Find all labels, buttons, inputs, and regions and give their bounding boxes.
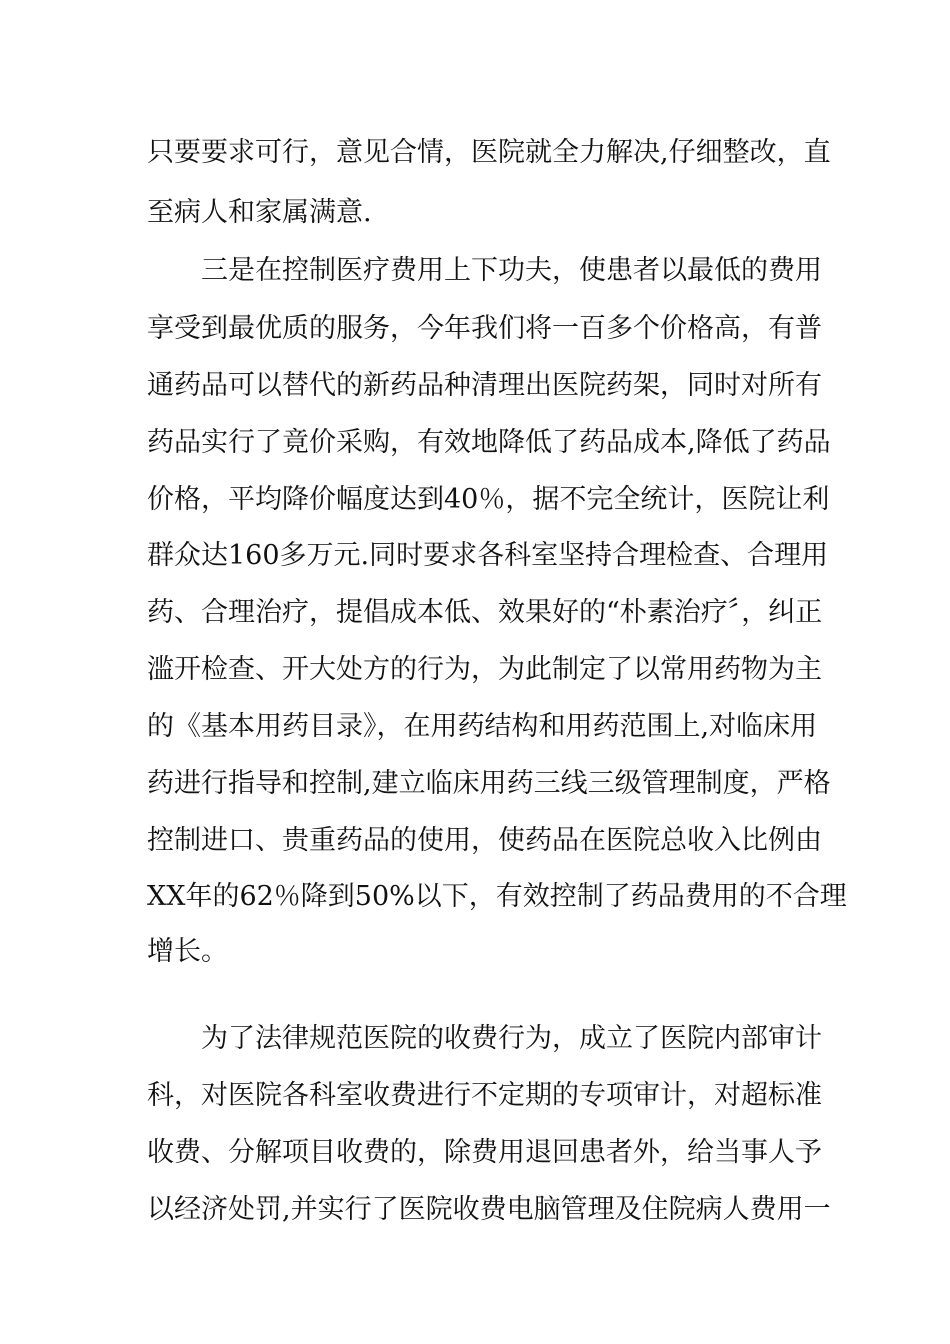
text-line: 药进行指导和控制,建立临床用药三线三级管理制度，严格 [147,768,831,799]
text-line: 控制进口、贵重药品的使用，使药品在医院总收入比例由 [147,825,822,856]
text-line: 科，对医院各科室收费进行不定期的专项审计，对超标准 [147,1080,822,1111]
text-line: 通药品可以替代的新药品种清理出医院药架，同时对所有 [147,370,822,401]
text-line: 只要要求可行，意见合情，医院就全力解决,仔细整改，直 [147,137,831,168]
paragraph-first-line: 三是在控制医疗费用上下功夫，使患者以最低的费用 [201,255,822,286]
text-line: 增长。 [147,936,228,967]
text-line: 药品实行了竟价采购，有效地降低了药品成本,降低了药品 [147,427,831,458]
text-line: 群众达160多万元.同时要求各科室坚持合理检查、合理用 [147,540,829,571]
text-line: 滥开检查、开大处方的行为，为此制定了以常用药物为主 [147,654,822,685]
text-line: 的《基本用药目录》，在用药结构和用药范围上,对临床用 [147,711,818,742]
text-line: 价格，平均降价幅度达到40％，据不完全统计，医院让利 [147,484,830,515]
text-line: 以经济处罚,并实行了医院收费电脑管理及住院病人费用一 [147,1194,831,1225]
text-line: 药、合理治疗，提倡成本低、效果好的“朴素治疗〞，纠正 [147,597,823,628]
paragraph-first-line: 为了法律规范医院的收费行为，成立了医院内部审计 [201,1023,822,1054]
text-line: 享受到最优质的服务，今年我们将一百多个价格高，有普 [147,313,822,344]
text-line: 至病人和家属满意. [147,197,372,228]
text-line: 收费、分解项目收费的，除费用退回患者外，给当事人予 [147,1137,822,1168]
text-line: XX年的62％降到50%以下，有效控制了药品费用的不合理 [147,881,847,912]
